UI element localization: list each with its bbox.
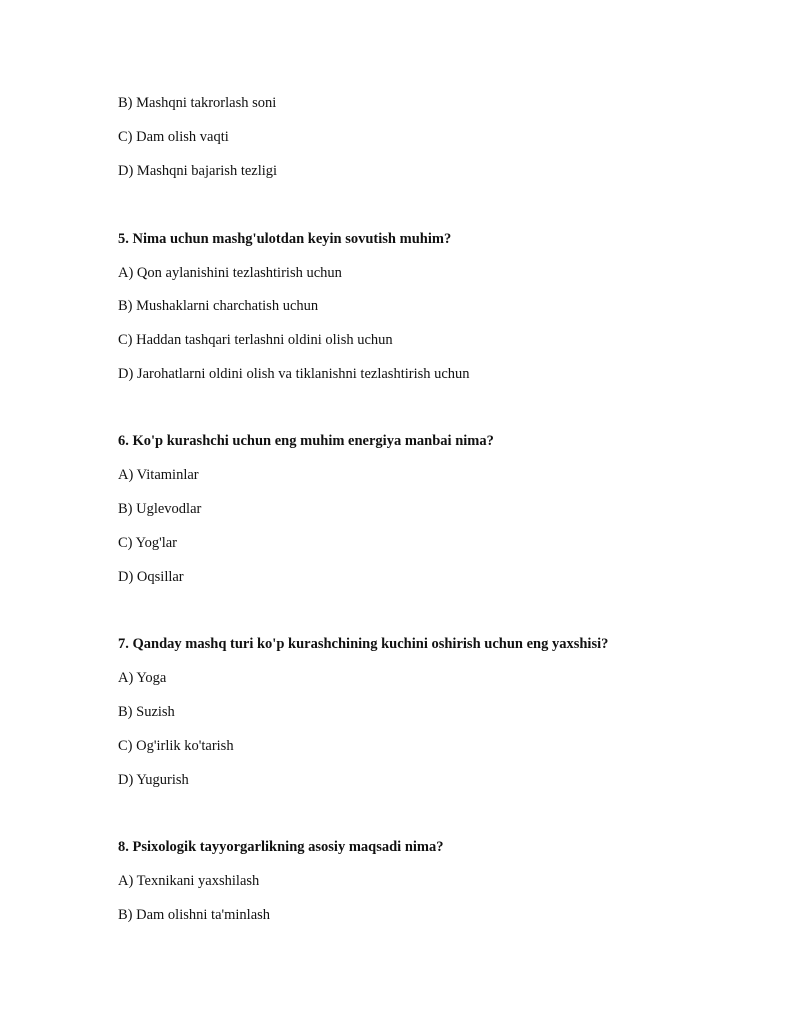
question-7-option-d: D) Yugurish bbox=[118, 772, 189, 788]
question-5-option-b: B) Mushaklarni charchatish uchun bbox=[118, 298, 319, 314]
question-5-text: 5. Nima uchun mashg'ulotdan keyin sovutish muhim? bbox=[118, 231, 452, 247]
question-5-option-c: C) Haddan tashqari terlashni oldini olish uchun bbox=[118, 332, 393, 348]
prev-option-c: C) Dam olish vaqti bbox=[118, 129, 229, 145]
question-6-option-c: C) Yog'lar bbox=[118, 535, 178, 551]
prev-option-d: D) Mashqni bajarish tezligi bbox=[118, 163, 278, 179]
question-7-option-a: A) Yoga bbox=[118, 670, 167, 686]
question-7-text: 7. Qanday mashq turi ko'p kurashchining kuchini oshirish uchun eng yaxshisi? bbox=[118, 636, 609, 652]
question-6-text: 6. Ko'p kurashchi uchun eng muhim energiya manbai nima? bbox=[118, 433, 494, 449]
question-8-option-b: B) Dam olishni ta'minlash bbox=[118, 907, 271, 923]
question-5-option-a: A) Qon aylanishini tezlashtirish uchun bbox=[118, 265, 342, 281]
question-5-option-d: D) Jarohatlarni oldini olish va tiklanishni tezlashtirish uchun bbox=[118, 366, 470, 382]
question-6-option-b: B) Uglevodlar bbox=[118, 501, 202, 517]
question-8-text: 8. Psixologik tayyorgarlikning asosiy maqsadi nima? bbox=[118, 839, 444, 855]
prev-option-b: B) Mashqni takrorlash soni bbox=[118, 95, 277, 111]
question-8-option-a: A) Texnikani yaxshilash bbox=[118, 873, 260, 889]
question-7-option-c: C) Og'irlik ko'tarish bbox=[118, 738, 234, 754]
question-7-option-b: B) Suzish bbox=[118, 704, 175, 720]
question-6-option-d: D) Oqsillar bbox=[118, 569, 184, 585]
question-6-option-a: A) Vitaminlar bbox=[118, 467, 199, 483]
